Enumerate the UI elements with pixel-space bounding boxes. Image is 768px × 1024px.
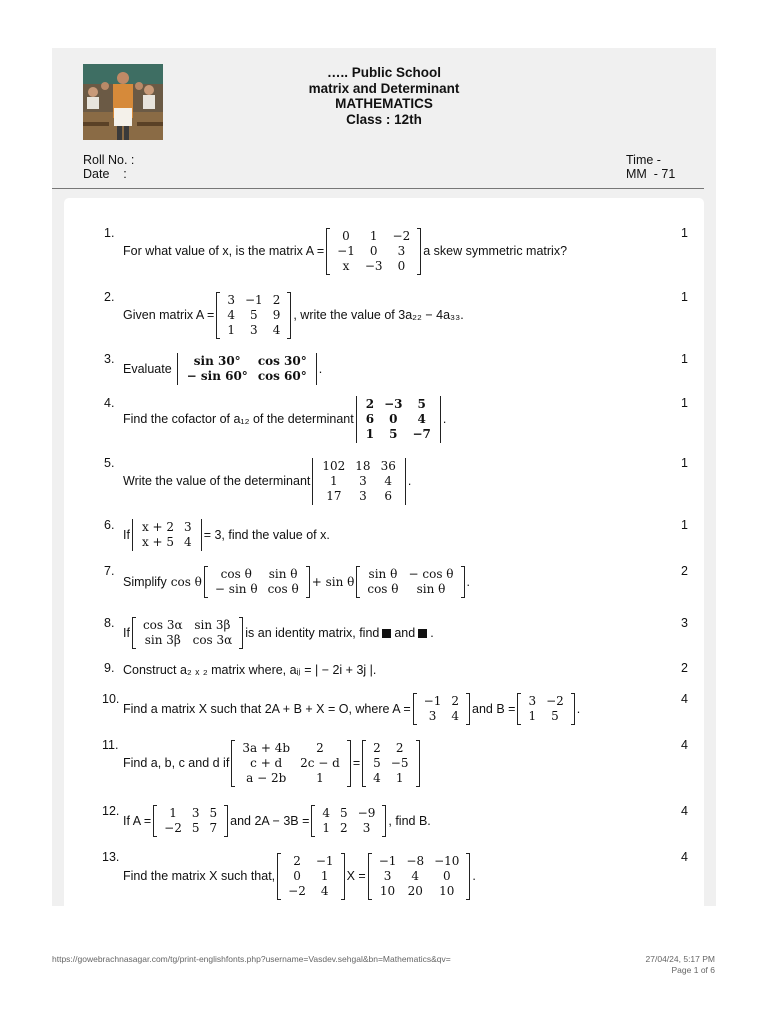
matrix-cell: 3 (184, 520, 192, 534)
matrix-cell: 2 (293, 853, 301, 868)
matrix-cell: 1 (528, 709, 537, 723)
matrix-cell: cos θ (267, 582, 299, 596)
matrix-cell: c + d (250, 755, 283, 770)
matrix-cell: 5 (209, 806, 218, 820)
question-9 (64, 661, 704, 677)
question-2 (64, 290, 704, 340)
question-marks: 1 (681, 396, 688, 410)
question-11 (64, 738, 704, 788)
class-name: Class : 12th (346, 111, 422, 127)
time-label: Time - (626, 153, 661, 167)
matrix-cell: cos 3α (192, 633, 233, 647)
question-text: Simplify (123, 575, 167, 589)
matrix-cell: −2 (546, 694, 564, 708)
question-text: If (123, 626, 130, 640)
matrix-cell: 3 (250, 322, 258, 337)
matrix-cell: sin θ (416, 582, 446, 596)
matrix-cell: 4 (451, 709, 459, 723)
max-marks-label: MM - 71 (626, 167, 676, 181)
question-10 (64, 692, 704, 726)
matrix-cell: 5 (340, 806, 348, 820)
matrix-cell: sin θ (368, 567, 398, 581)
matrix-cell: 4 (227, 307, 235, 322)
question-text-end: . (442, 412, 447, 426)
matrix-a (158, 805, 223, 837)
matrix-cell: 17 (326, 488, 342, 503)
subject-name: MATHEMATICS (335, 96, 433, 111)
matrix-cell: 9 (272, 307, 281, 322)
matrix-cell: 4 (411, 868, 420, 883)
matrix-cell: 1 (330, 473, 338, 488)
question-marks: 4 (681, 804, 688, 818)
question-marks: 1 (681, 352, 688, 366)
matrix-cell: 5 (389, 426, 398, 441)
matrix-cell: 2 (340, 821, 348, 835)
header-divider (52, 188, 704, 189)
matrix-cell: 4 (417, 411, 426, 426)
matrix-cell: −2 (392, 228, 411, 243)
matrix-cell: 0 (442, 868, 451, 883)
matrix-cell: 10 (439, 883, 455, 898)
matrix-cell: 3 (359, 488, 367, 503)
paper-topic: matrix and Determinant (308, 80, 460, 96)
matrix-cell: 5 (191, 821, 200, 835)
question-text: Find the matrix X such that, (123, 869, 276, 883)
determinant (316, 458, 401, 505)
cos-theta-factor: cos θ (170, 575, 202, 589)
matrix-cell: 5 (417, 396, 426, 411)
matrix-cell: −7 (412, 426, 431, 441)
question-12 (64, 804, 704, 838)
question-number: 8. (104, 616, 115, 630)
question-3 (64, 352, 704, 386)
question-number: 10. (102, 692, 120, 706)
matrix-cell: 36 (380, 458, 396, 473)
question-number: 9. (104, 661, 115, 675)
question-text: Find the cofactor of a₁₂ of the determinant (123, 412, 354, 426)
matrix-cell: 5 (551, 709, 559, 723)
matrix-cell: 0 (389, 411, 398, 426)
question-6 (64, 518, 704, 552)
matrix-cell: 0 (342, 228, 350, 243)
matrix-cell: 4 (384, 473, 393, 488)
matrix-cell: −5 (390, 755, 409, 770)
matrix-cell: −1 (337, 243, 355, 258)
question-text: Construct a₂ ₓ ₂ matrix where, aᵢⱼ = | − 2i + 3j |. (123, 662, 377, 677)
matrix-cell: x + 5 (141, 535, 175, 549)
question-text: Find a, b, c and d if (123, 756, 230, 770)
matrix-b (522, 693, 569, 725)
matrix-cell: 1 (320, 868, 329, 883)
question-marks: 1 (681, 518, 688, 532)
matrix-cell: 4 (322, 806, 331, 820)
print-info (646, 954, 715, 976)
matrix-cell: 1 (316, 770, 324, 785)
question-5 (64, 456, 704, 506)
matrix-cell: 7 (209, 821, 218, 835)
matrix-cell: 3 (383, 868, 392, 883)
matrix-cell: 3 (359, 473, 367, 488)
question-number: 2. (104, 290, 115, 304)
question-text: For what value of x, is the matrix A = (123, 244, 325, 258)
question-text-end: . (466, 575, 471, 589)
matrix-right (373, 853, 466, 900)
matrix-cell: 3 (362, 821, 371, 835)
matrix-cell: 2 (373, 740, 381, 755)
matrix (331, 228, 416, 275)
question-number: 1. (104, 226, 115, 240)
matrix-cell: 1 (369, 228, 378, 243)
matrix-cell: 0 (293, 868, 301, 883)
matrix-cell: cos θ (220, 567, 252, 581)
matrix-cell: sin 3β (194, 618, 231, 632)
question-4 (64, 396, 704, 442)
paper-header (52, 65, 716, 127)
determinant (136, 519, 198, 551)
matrix-cell: − sin 60° (186, 369, 248, 383)
matrix-cell: −1 (245, 292, 263, 307)
question-text-end: . (407, 474, 412, 488)
matrix-cell: −1 (423, 694, 442, 708)
question-text-mid: is an identity matrix, find (245, 626, 380, 640)
question-number: 6. (104, 518, 115, 532)
roll-no-label: Roll No. : (83, 153, 135, 167)
question-marks: 4 (681, 738, 688, 752)
matrix-cell: 1 (322, 821, 331, 835)
matrix-cell: 3 (428, 709, 437, 723)
matrix (137, 617, 238, 649)
matrix-2 (361, 566, 459, 598)
student-info (83, 153, 134, 181)
matrix-cell: 3 (528, 694, 537, 708)
matrix-cell: sin 3β (144, 633, 181, 647)
question-marks: 1 (681, 290, 688, 304)
matrix-cell: 1 (227, 322, 235, 337)
determinant (360, 396, 437, 443)
question-text-mid: and B = (472, 702, 516, 716)
question-marks: 1 (681, 456, 688, 470)
question-text-and: and (394, 626, 416, 640)
question-8 (64, 616, 704, 650)
placeholder-box-icon (382, 629, 391, 638)
matrix-cell: sin θ (268, 567, 298, 581)
matrix-cell: cos 60° (257, 369, 307, 383)
question-7 (64, 564, 704, 600)
print-datetime: 27/04/24, 5:17 PM (645, 954, 715, 964)
matrix-cell: −1 (315, 853, 334, 868)
question-text: Write the value of the determinant (123, 474, 311, 488)
question-number: 12. (102, 804, 120, 818)
questions-card (64, 198, 704, 906)
question-text: Find a matrix X such that 2A + B + X = O, where A = (123, 702, 411, 716)
question-paper-sheet (52, 48, 716, 906)
matrix-cell: 6 (384, 488, 393, 503)
question-number: 11. (102, 738, 119, 752)
matrix-cell: 0 (369, 243, 378, 258)
question-1 (64, 226, 704, 276)
matrix-cell: − cos θ (408, 567, 454, 581)
matrix-cell: −9 (357, 806, 376, 820)
matrix-cell: x (342, 258, 350, 273)
matrix-cell: 1 (395, 770, 404, 785)
matrix-cell: −1 (378, 853, 397, 868)
school-name: ….. Public School (326, 65, 441, 80)
page-number: Page 1 of 6 (671, 965, 715, 975)
question-marks: 4 (681, 692, 688, 706)
matrix-cell: 4 (184, 535, 192, 549)
question-text-end: , find B. (388, 814, 431, 828)
matrix-cell: 2 (451, 694, 459, 708)
matrix-cell: 3a + 4b (242, 740, 291, 755)
matrix-left (282, 853, 339, 900)
matrix-cell: −3 (384, 396, 403, 411)
matrix-cell: 20 (407, 883, 423, 898)
question-number: 13. (102, 850, 120, 864)
matrix-cell: 1 (365, 426, 375, 441)
question-text-end: a skew symmetric matrix? (423, 244, 568, 258)
exam-info (626, 153, 675, 181)
equals-sign: = (352, 756, 361, 770)
matrix-cell: 4 (373, 770, 381, 785)
matrix-cell: 102 (322, 458, 346, 473)
question-number: 5. (104, 456, 115, 470)
question-text-end: . (430, 626, 434, 640)
print-url: https://gowebrachnasagar.com/tg/print-englishfonts.php?username=Vasdev.sehgal&bn=Mathematics&qv= (52, 954, 451, 964)
matrix-cell: cos 3α (142, 618, 183, 632)
matrix-cell: 3 (191, 806, 200, 820)
matrix-cell: 2 (272, 292, 281, 307)
matrix-a (418, 693, 465, 725)
matrix-cell: −3 (364, 258, 383, 273)
question-marks: 4 (681, 850, 688, 864)
matrix-cell: 1 (169, 806, 177, 820)
matrix-cell: cos 30° (257, 354, 307, 368)
matrix-cell: 0 (397, 258, 406, 273)
question-marks: 2 (681, 661, 688, 675)
matrix-cell: −2 (164, 821, 182, 835)
matrix-cell: 5 (373, 755, 381, 770)
matrix-cell: x + 2 (141, 520, 175, 534)
matrix-cell: − sin θ (214, 582, 258, 596)
matrix-cell: 10 (379, 883, 396, 898)
question-marks: 2 (681, 564, 688, 578)
matrix-cell: 2 (365, 396, 375, 411)
matrix-cell: −8 (406, 853, 425, 868)
question-text-end: = 3, find the value of x. (203, 528, 330, 542)
matrix-cell: 18 (355, 458, 371, 473)
question-marks: 1 (681, 226, 688, 240)
question-number: 4. (104, 396, 115, 410)
question-text-mid: and 2A − 3B = (230, 814, 310, 828)
question-text-end: . (318, 362, 323, 376)
matrix-1 (209, 566, 305, 598)
matrix-cell: 5 (250, 307, 258, 322)
matrix-right (367, 740, 414, 787)
matrix (221, 292, 286, 339)
matrix-cell: cos θ (367, 582, 399, 596)
date-label: Date : (83, 167, 127, 181)
question-text-mid: X = (346, 869, 366, 883)
determinant (181, 353, 313, 385)
matrix-cell: −2 (288, 883, 306, 898)
sin-theta-factor: + sin θ (311, 575, 355, 589)
matrix-cell: −10 (434, 853, 460, 868)
matrix-left (236, 740, 346, 787)
matrix-cell: 2c − d (300, 755, 340, 770)
matrix-cell: 4 (320, 883, 329, 898)
placeholder-box-icon (418, 629, 427, 638)
matrix-2a-3b (316, 805, 381, 837)
question-text: If A = (123, 814, 152, 828)
question-text: Evaluate (123, 362, 172, 376)
matrix-cell: 2 (316, 740, 324, 755)
question-13 (64, 850, 704, 902)
matrix-cell: 3 (227, 292, 235, 307)
matrix-cell: a − 2b (246, 770, 287, 785)
question-text: Given matrix A = (123, 308, 215, 322)
question-text-end: . (472, 869, 476, 883)
matrix-cell: 3 (397, 243, 406, 258)
matrix-cell: 4 (272, 322, 281, 337)
question-text-end: , write the value of 3a₂₂ − 4a₃₃. (293, 308, 464, 322)
question-text-end: . (576, 702, 581, 716)
matrix-cell: sin 30° (193, 354, 241, 368)
matrix-cell: 2 (395, 740, 404, 755)
question-marks: 3 (681, 616, 688, 630)
question-text: If (123, 528, 130, 542)
question-number: 3. (104, 352, 115, 366)
matrix-cell: 6 (365, 411, 375, 426)
question-number: 7. (104, 564, 115, 578)
